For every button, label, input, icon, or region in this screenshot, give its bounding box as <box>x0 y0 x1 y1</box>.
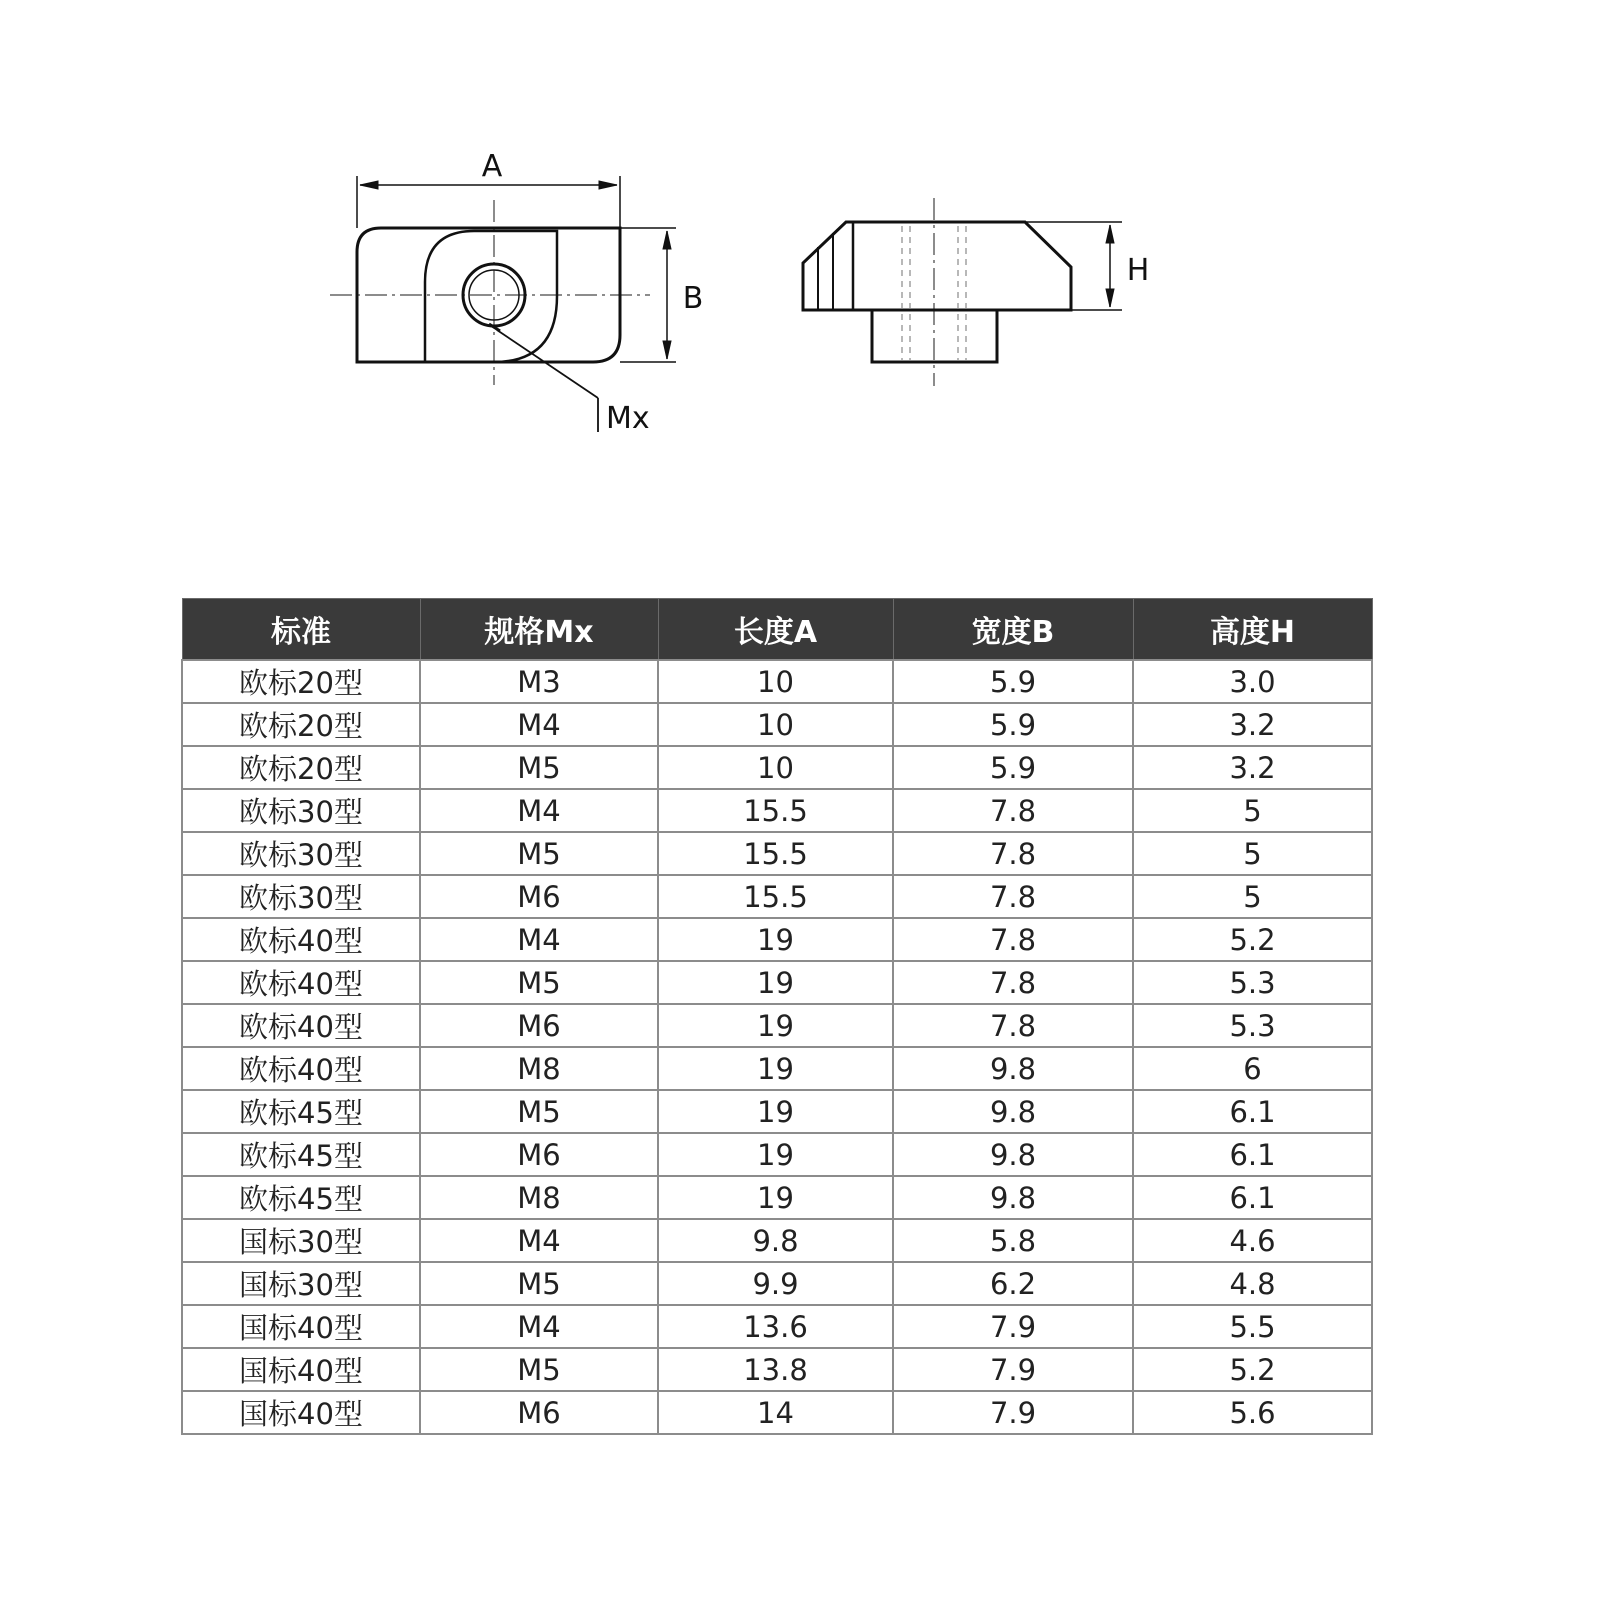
table-row <box>182 1176 1372 1219</box>
cell-standard: 国标30型 <box>182 1262 420 1305</box>
cell-height-h: 5.2 <box>1133 1348 1372 1391</box>
cell-standard: 欧标45型 <box>182 1176 420 1219</box>
cell-standard: 欧标20型 <box>182 703 420 746</box>
cell-width-b: 9.8 <box>893 1133 1133 1176</box>
table-row <box>182 875 1372 918</box>
table-row <box>182 746 1372 789</box>
cell-height-h: 3.0 <box>1133 660 1372 703</box>
cell-height-h: 5.5 <box>1133 1305 1372 1348</box>
cell-spec-mx: M5 <box>420 1262 658 1305</box>
cell-height-h: 5.3 <box>1133 1004 1372 1047</box>
cell-standard: 国标40型 <box>182 1305 420 1348</box>
cell-spec-mx: M6 <box>420 1004 658 1047</box>
cell-length-a: 15.5 <box>658 789 893 832</box>
cell-width-b: 5.9 <box>893 703 1133 746</box>
cell-width-b: 5.9 <box>893 746 1133 789</box>
cell-height-h: 6 <box>1133 1047 1372 1090</box>
top-view <box>330 176 676 432</box>
spec-table <box>181 598 1373 1435</box>
header-height-h: 高度H <box>1133 599 1372 661</box>
cell-height-h: 3.2 <box>1133 746 1372 789</box>
header-width-b: 宽度B <box>893 599 1133 661</box>
cell-spec-mx: M5 <box>420 1348 658 1391</box>
cell-length-a: 19 <box>658 1133 893 1176</box>
cell-standard: 国标30型 <box>182 1219 420 1262</box>
cell-spec-mx: M8 <box>420 1047 658 1090</box>
table-row <box>182 1305 1372 1348</box>
cell-standard: 欧标30型 <box>182 875 420 918</box>
cell-length-a: 19 <box>658 1004 893 1047</box>
cell-width-b: 7.9 <box>893 1348 1133 1391</box>
dimension-h-label: H <box>1126 253 1150 288</box>
cell-width-b: 9.8 <box>893 1047 1133 1090</box>
cell-height-h: 3.2 <box>1133 703 1372 746</box>
cell-width-b: 5.8 <box>893 1219 1133 1262</box>
cell-width-b: 7.8 <box>893 918 1133 961</box>
table-row <box>182 1219 1372 1262</box>
cell-height-h: 5.3 <box>1133 961 1372 1004</box>
cell-spec-mx: M6 <box>420 875 658 918</box>
cell-height-h: 5 <box>1133 875 1372 918</box>
cell-length-a: 19 <box>658 1176 893 1219</box>
cell-spec-mx: M5 <box>420 832 658 875</box>
cell-standard: 欧标45型 <box>182 1090 420 1133</box>
cell-standard: 欧标40型 <box>182 1047 420 1090</box>
cell-length-a: 19 <box>658 1047 893 1090</box>
cell-length-a: 9.9 <box>658 1262 893 1305</box>
cell-standard: 欧标30型 <box>182 789 420 832</box>
cell-spec-mx: M8 <box>420 1176 658 1219</box>
cell-spec-mx: M3 <box>420 660 658 703</box>
cell-width-b: 7.8 <box>893 789 1133 832</box>
table-row <box>182 918 1372 961</box>
cell-height-h: 4.8 <box>1133 1262 1372 1305</box>
cell-length-a: 10 <box>658 660 893 703</box>
cell-standard: 欧标20型 <box>182 660 420 703</box>
cell-length-a: 19 <box>658 1090 893 1133</box>
side-view <box>803 198 1122 386</box>
cell-spec-mx: M4 <box>420 1219 658 1262</box>
cell-width-b: 7.8 <box>893 832 1133 875</box>
header-standard: 标准 <box>182 599 420 661</box>
cell-spec-mx: M4 <box>420 918 658 961</box>
cell-spec-mx: M4 <box>420 703 658 746</box>
cell-height-h: 6.1 <box>1133 1176 1372 1219</box>
cell-width-b: 7.8 <box>893 961 1133 1004</box>
cell-standard: 欧标40型 <box>182 918 420 961</box>
table-body <box>182 660 1372 1434</box>
dimension-b-label: B <box>682 281 704 316</box>
cell-height-h: 5 <box>1133 789 1372 832</box>
table-row <box>182 1047 1372 1090</box>
cell-standard: 欧标20型 <box>182 746 420 789</box>
cell-spec-mx: M5 <box>420 961 658 1004</box>
cell-spec-mx: M4 <box>420 1305 658 1348</box>
cell-width-b: 7.8 <box>893 1004 1133 1047</box>
cell-width-b: 9.8 <box>893 1090 1133 1133</box>
cell-length-a: 13.8 <box>658 1348 893 1391</box>
cell-spec-mx: M6 <box>420 1391 658 1434</box>
table-row <box>182 1391 1372 1434</box>
cell-width-b: 6.2 <box>893 1262 1133 1305</box>
cell-standard: 欧标30型 <box>182 832 420 875</box>
header-spec-mx: 规格Mx <box>420 599 658 661</box>
cell-standard: 国标40型 <box>182 1348 420 1391</box>
cell-height-h: 4.6 <box>1133 1219 1372 1262</box>
dimension-a-label: A <box>481 149 503 184</box>
cell-length-a: 15.5 <box>658 832 893 875</box>
cell-length-a: 10 <box>658 703 893 746</box>
technical-drawing <box>0 0 1600 520</box>
cell-length-a: 19 <box>658 918 893 961</box>
table-row <box>182 1262 1372 1305</box>
cell-standard: 欧标40型 <box>182 961 420 1004</box>
table-row <box>182 789 1372 832</box>
cell-width-b: 5.9 <box>893 660 1133 703</box>
cell-length-a: 13.6 <box>658 1305 893 1348</box>
cell-length-a: 15.5 <box>658 875 893 918</box>
cell-width-b: 9.8 <box>893 1176 1133 1219</box>
cell-length-a: 10 <box>658 746 893 789</box>
cell-width-b: 7.9 <box>893 1305 1133 1348</box>
cell-height-h: 6.1 <box>1133 1090 1372 1133</box>
cell-spec-mx: M6 <box>420 1133 658 1176</box>
table-header-row <box>182 599 1372 661</box>
cell-height-h: 6.1 <box>1133 1133 1372 1176</box>
cell-width-b: 7.8 <box>893 875 1133 918</box>
cell-height-h: 5.2 <box>1133 918 1372 961</box>
cell-length-a: 9.8 <box>658 1219 893 1262</box>
table-row <box>182 1348 1372 1391</box>
cell-height-h: 5.6 <box>1133 1391 1372 1434</box>
thread-size-label: Mx <box>606 401 650 436</box>
table-row <box>182 832 1372 875</box>
cell-spec-mx: M4 <box>420 789 658 832</box>
table-row <box>182 1133 1372 1176</box>
cell-standard: 欧标45型 <box>182 1133 420 1176</box>
cell-spec-mx: M5 <box>420 746 658 789</box>
cell-width-b: 7.9 <box>893 1391 1133 1434</box>
cell-standard: 欧标40型 <box>182 1004 420 1047</box>
cell-length-a: 19 <box>658 961 893 1004</box>
cell-spec-mx: M5 <box>420 1090 658 1133</box>
cell-standard: 国标40型 <box>182 1391 420 1434</box>
table-row <box>182 1090 1372 1133</box>
cell-length-a: 14 <box>658 1391 893 1434</box>
table-row <box>182 1004 1372 1047</box>
table-row <box>182 703 1372 746</box>
cell-height-h: 5 <box>1133 832 1372 875</box>
table-row <box>182 961 1372 1004</box>
header-length-a: 长度A <box>658 599 893 661</box>
table-row <box>182 660 1372 703</box>
